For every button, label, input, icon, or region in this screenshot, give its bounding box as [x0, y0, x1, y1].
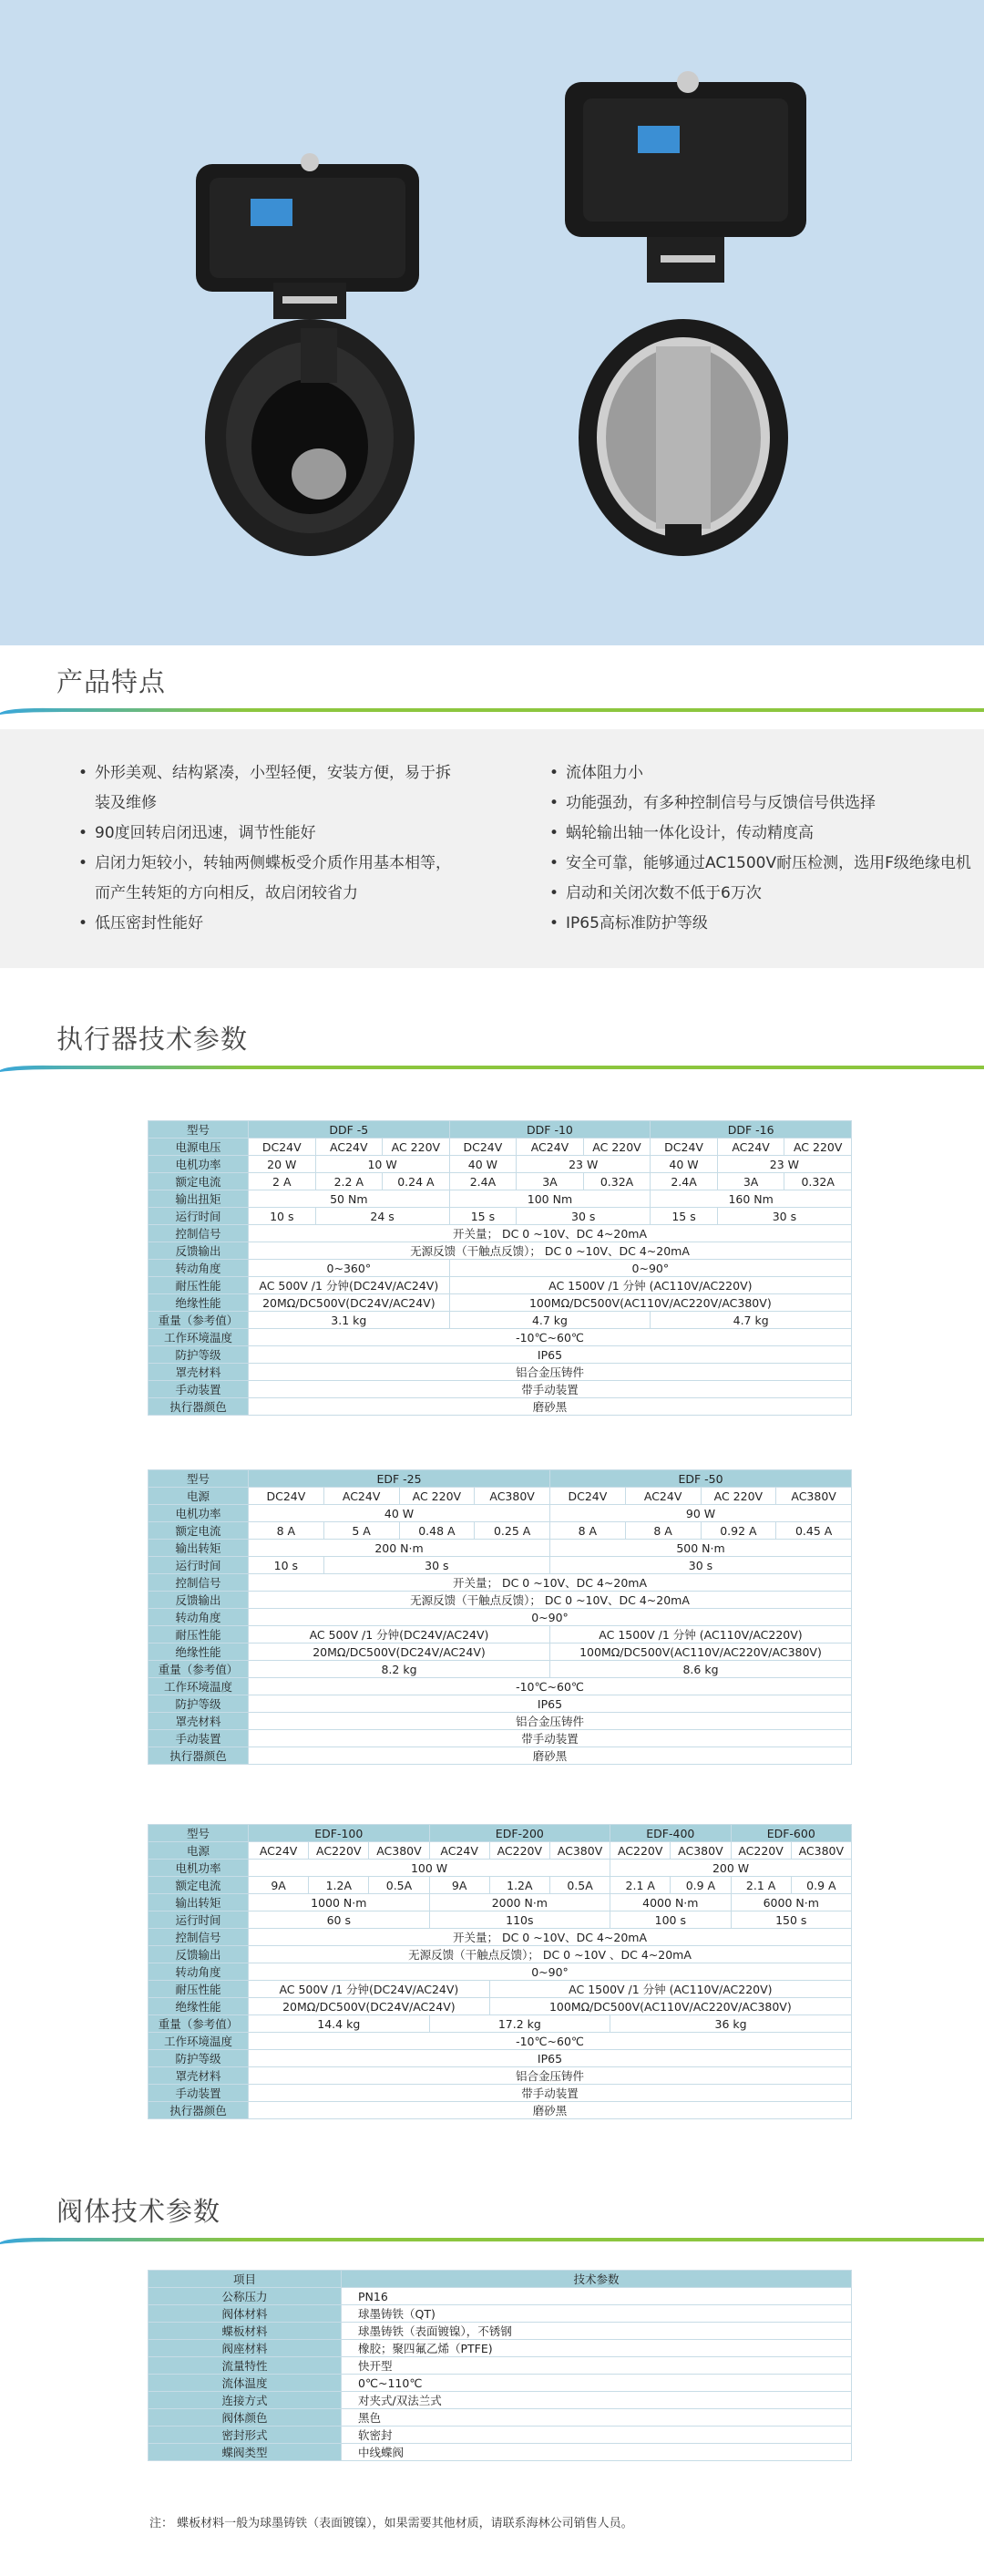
row-label: 重量（参考值）	[149, 1661, 249, 1678]
row-label: 绝缘性能	[149, 1643, 249, 1661]
cell: 开关量； DC 0 ~10V、DC 4~20mA	[249, 1225, 852, 1242]
row-label: 罩壳材料	[149, 2067, 249, 2085]
row-label: 流体温度	[149, 2375, 342, 2392]
model-name: EDF-400	[610, 1825, 731, 1842]
cell: AC 500V /1 分钟(DC24V/AC24V)	[249, 1277, 450, 1294]
row-label: 型号	[149, 1121, 249, 1139]
cell: 0~90°	[249, 1963, 852, 1981]
row-label: 运行时间	[149, 1557, 249, 1574]
cell: AC24V	[323, 1488, 399, 1505]
cell: 100MΩ/DC500V(AC110V/AC220V/AC380V)	[489, 1998, 851, 2015]
row-label: 执行器颜色	[149, 2102, 249, 2119]
feature-item: • 流体阻力小	[549, 758, 978, 788]
cell: AC24V	[429, 1842, 489, 1860]
cell: 30 s	[323, 1557, 549, 1574]
cell: 160 Nm	[651, 1190, 852, 1208]
row-label: 重量（参考值）	[149, 1312, 249, 1329]
cell: 23 W	[517, 1156, 651, 1173]
cell: 100 Nm	[449, 1190, 651, 1208]
feature-item: • 安全可靠，能够通过AC1500V耐压检测，选用F级绝缘电机	[549, 849, 978, 879]
header-cell: 项目	[149, 2271, 342, 2288]
cell: IP65	[249, 1346, 852, 1364]
cell: AC 220V	[784, 1139, 852, 1156]
row-label: 反馈输出	[149, 1592, 249, 1609]
cell: 36 kg	[610, 2015, 852, 2033]
cell: IP65	[249, 2050, 852, 2067]
row-label: 控制信号	[149, 1929, 249, 1946]
row-label: 防护等级	[149, 1346, 249, 1364]
feature-item: • 外形美观、结构紧凑，小型轻便，安装方便，易于拆	[78, 758, 479, 788]
cell: 100 s	[610, 1911, 731, 1929]
cell: AC380V	[791, 1842, 851, 1860]
cell: 4000 N·m	[610, 1894, 731, 1911]
cell: 0.48 A	[399, 1522, 475, 1540]
cell: 2 A	[249, 1173, 316, 1190]
cell: 500 N·m	[550, 1540, 852, 1557]
actuator-spec-table-ddf	[148, 1120, 852, 1416]
row-label: 罩壳材料	[149, 1713, 249, 1730]
row-label: 型号	[149, 1825, 249, 1842]
cell: 开关量； DC 0 ~10V、DC 4~20mA	[249, 1929, 852, 1946]
row-label: 耐压性能	[149, 1277, 249, 1294]
cell: AC 220V	[583, 1139, 651, 1156]
feature-item: • 90度回转启闭迅速，调节性能好	[78, 819, 479, 849]
cell: 0.92 A	[701, 1522, 776, 1540]
cell: 150 s	[731, 1911, 852, 1929]
cell: 40 W	[249, 1505, 550, 1522]
header-cell: 技术参数	[342, 2271, 852, 2288]
cell: 100MΩ/DC500V(AC110V/AC220V/AC380V)	[449, 1294, 851, 1312]
wafer-valve-right	[565, 71, 806, 556]
cell: 20MΩ/DC500V(DC24V/AC24V)	[249, 1294, 450, 1312]
model-name: EDF-200	[429, 1825, 610, 1842]
cell: 铝合金压铸件	[249, 1713, 852, 1730]
cell: 0.5A	[369, 1877, 429, 1894]
cell: 0.25 A	[475, 1522, 550, 1540]
cell: 200 N·m	[249, 1540, 550, 1557]
row-label: 蝶阀类型	[149, 2444, 342, 2461]
cell: 1.2A	[309, 1877, 369, 1894]
cell: 40 W	[651, 1156, 718, 1173]
cell: 8 A	[249, 1522, 324, 1540]
cell: AC220V	[731, 1842, 791, 1860]
cell: 30 s	[550, 1557, 852, 1574]
cell: 30 s	[717, 1208, 851, 1225]
cell: AC24V	[625, 1488, 701, 1505]
row-label: 手动装置	[149, 2085, 249, 2102]
cell: DC24V	[249, 1139, 316, 1156]
valve-body-spec-table	[148, 2270, 852, 2461]
cell: AC24V	[249, 1842, 309, 1860]
cell: 23 W	[717, 1156, 851, 1173]
features-right-list	[549, 758, 978, 939]
cell: 3.1 kg	[249, 1312, 450, 1329]
row-label: 额定电流	[149, 1522, 249, 1540]
cell: 磨砂黑	[249, 2102, 852, 2119]
row-label: 重量（参考值）	[149, 2015, 249, 2033]
cell: 10 s	[249, 1208, 316, 1225]
section-divider	[0, 2237, 984, 2244]
row-label: 执行器颜色	[149, 1398, 249, 1416]
row-label: 蝶板材料	[149, 2323, 342, 2340]
row-label: 公称压力	[149, 2288, 342, 2305]
cell: AC220V	[610, 1842, 671, 1860]
cell: 铝合金压铸件	[249, 2067, 852, 2085]
cell: DC24V	[550, 1488, 626, 1505]
cell: AC 1500V /1 分钟 (AC110V/AC220V)	[489, 1981, 851, 1998]
row-label: 密封形式	[149, 2427, 342, 2444]
cell: 带手动装置	[249, 1730, 852, 1747]
feature-item: • 功能强劲，有多种控制信号与反馈信号供选择	[549, 788, 978, 819]
cell: AC220V	[309, 1842, 369, 1860]
row-label: 转动角度	[149, 1963, 249, 1981]
cell: 磨砂黑	[249, 1398, 852, 1416]
cell: 0.9 A	[791, 1877, 851, 1894]
cell: 4.7 kg	[449, 1312, 651, 1329]
product-hero-image	[0, 0, 984, 645]
butterfly-valve-illustration	[0, 0, 984, 645]
cell: 5 A	[323, 1522, 399, 1540]
cell: DC24V	[651, 1139, 718, 1156]
cell: 8 A	[550, 1522, 626, 1540]
cell: 200 W	[610, 1860, 852, 1877]
cell: 9A	[249, 1877, 309, 1894]
cell: 磨砂黑	[249, 1747, 852, 1765]
cell: 2000 N·m	[429, 1894, 610, 1911]
cell: 铝合金压铸件	[249, 1364, 852, 1381]
row-label: 执行器颜色	[149, 1747, 249, 1765]
model-name: EDF -50	[550, 1470, 852, 1488]
flanged-valve-left	[196, 153, 419, 556]
cell: PN16	[342, 2288, 852, 2305]
cell: AC 1500V /1 分钟 (AC110V/AC220V)	[550, 1626, 852, 1643]
cell: 0.45 A	[776, 1522, 852, 1540]
cell: AC380V	[776, 1488, 852, 1505]
cell: 0.5A	[549, 1877, 610, 1894]
model-name: DDF -5	[249, 1121, 450, 1139]
row-label: 流量特性	[149, 2357, 342, 2375]
feature-item: • 启闭力矩较小，转轴两侧蝶板受介质作用基本相等，	[78, 849, 479, 879]
cell: 15 s	[449, 1208, 517, 1225]
row-label: 电源电压	[149, 1139, 249, 1156]
cell: 15 s	[651, 1208, 718, 1225]
cell: 14.4 kg	[249, 2015, 430, 2033]
features-panel	[0, 729, 984, 968]
row-label: 电源	[149, 1842, 249, 1860]
row-label: 转动角度	[149, 1260, 249, 1277]
cell: IP65	[249, 1695, 852, 1713]
cell: AC 500V /1 分钟(DC24V/AC24V)	[249, 1981, 490, 1998]
cell: -10℃~60℃	[249, 1329, 852, 1346]
section-divider	[0, 1065, 984, 1072]
row-label: 电机功率	[149, 1156, 249, 1173]
row-label: 电机功率	[149, 1860, 249, 1877]
cell: 20MΩ/DC500V(DC24V/AC24V)	[249, 1643, 550, 1661]
cell: 球墨铸铁（表面镀镍），不锈钢	[342, 2323, 852, 2340]
cell: 90 W	[550, 1505, 852, 1522]
row-label: 控制信号	[149, 1225, 249, 1242]
cell: DC24V	[249, 1488, 324, 1505]
cell: 对夹式/双法兰式	[342, 2392, 852, 2409]
cell: AC380V	[369, 1842, 429, 1860]
cell: 带手动装置	[249, 2085, 852, 2102]
cell: 球墨铸铁（QT)	[342, 2305, 852, 2323]
cell: 0~90°	[249, 1609, 852, 1626]
cell: 开关量； DC 0 ~10V、DC 4~20mA	[249, 1574, 852, 1592]
cell: AC24V	[717, 1139, 784, 1156]
row-label: 绝缘性能	[149, 1998, 249, 2015]
cell: 2.2 A	[315, 1173, 383, 1190]
cell: 0~90°	[449, 1260, 851, 1277]
row-label: 防护等级	[149, 1695, 249, 1713]
row-label: 运行时间	[149, 1911, 249, 1929]
cell: 100 W	[249, 1860, 610, 1877]
feature-item: • 低压密封性能好	[78, 909, 479, 939]
cell: 黑色	[342, 2409, 852, 2427]
cell: 3A	[717, 1173, 784, 1190]
cell: 无源反馈（干触点反馈）； DC 0 ~10V、DC 4~20mA	[249, 1592, 852, 1609]
section-divider	[0, 707, 984, 715]
cell: 0.32A	[784, 1173, 852, 1190]
cell: AC380V	[671, 1842, 731, 1860]
row-label: 手动装置	[149, 1381, 249, 1398]
cell: DC24V	[449, 1139, 517, 1156]
cell: 50 Nm	[249, 1190, 450, 1208]
cell: -10℃~60℃	[249, 1678, 852, 1695]
cell: 60 s	[249, 1911, 430, 1929]
cell: 软密封	[342, 2427, 852, 2444]
features-left-list	[78, 758, 479, 939]
cell: 20 W	[249, 1156, 316, 1173]
cell: 橡胶；聚四氟乙烯（PTFE)	[342, 2340, 852, 2357]
row-label: 绝缘性能	[149, 1294, 249, 1312]
cell: 1.2A	[489, 1877, 549, 1894]
cell: AC24V	[517, 1139, 584, 1156]
cell: 2.4A	[449, 1173, 517, 1190]
row-label: 阀体材料	[149, 2305, 342, 2323]
cell: 快开型	[342, 2357, 852, 2375]
row-label: 防护等级	[149, 2050, 249, 2067]
feature-item-continued: 装及维修	[95, 794, 157, 812]
row-label: 耐压性能	[149, 1626, 249, 1643]
cell: 0℃~110℃	[342, 2375, 852, 2392]
cell: AC24V	[315, 1139, 383, 1156]
row-label: 反馈输出	[149, 1242, 249, 1260]
cell: 无源反馈（干触点反馈）； DC 0 ~10V、DC 4~20mA	[249, 1242, 852, 1260]
row-label: 输出转矩	[149, 1540, 249, 1557]
row-label: 电机功率	[149, 1505, 249, 1522]
cell: 8.2 kg	[249, 1661, 550, 1678]
model-name: EDF-600	[731, 1825, 852, 1842]
row-label: 额定电流	[149, 1173, 249, 1190]
row-label: 额定电流	[149, 1877, 249, 1894]
feature-item: • 蜗轮输出轴一体化设计，传动精度高	[549, 819, 978, 849]
cell: 4.7 kg	[651, 1312, 852, 1329]
row-label: 耐压性能	[149, 1981, 249, 1998]
cell: 0.24 A	[383, 1173, 450, 1190]
cell: 0~360°	[249, 1260, 450, 1277]
actuator-spec-table-edf-small	[148, 1469, 852, 1765]
cell: 9A	[429, 1877, 489, 1894]
cell: AC 1500V /1 分钟 (AC110V/AC220V)	[449, 1277, 851, 1294]
section-features-title	[0, 662, 984, 720]
footnote: 注： 蝶板材料一般为球墨铸铁（表面镀镍），如果需要其他材质，请联系海林公司销售人员。	[149, 2517, 633, 2530]
feature-item: • 启动和关闭次数不低于6万次	[549, 879, 978, 909]
row-label: 阀座材料	[149, 2340, 342, 2357]
model-name: DDF -16	[651, 1121, 852, 1139]
row-label: 阀体颜色	[149, 2409, 342, 2427]
section-valve-title	[0, 2191, 984, 2250]
cell: 8.6 kg	[550, 1661, 852, 1678]
row-label: 输出扭矩	[149, 1190, 249, 1208]
row-label: 型号	[149, 1470, 249, 1488]
cell: AC 220V	[399, 1488, 475, 1505]
section-title-text: 执行器技术参数	[56, 1024, 249, 1055]
cell: 2.1 A	[610, 1877, 671, 1894]
row-label: 连接方式	[149, 2392, 342, 2409]
row-label: 工作环境温度	[149, 1329, 249, 1346]
section-title-text: 阀体技术参数	[56, 2196, 221, 2227]
cell: 20MΩ/DC500V(DC24V/AC24V)	[249, 1998, 490, 2015]
cell: 3A	[517, 1173, 584, 1190]
cell: AC220V	[489, 1842, 549, 1860]
cell: 1000 N·m	[249, 1894, 430, 1911]
row-label: 反馈输出	[149, 1946, 249, 1963]
cell: 17.2 kg	[429, 2015, 610, 2033]
row-label: 工作环境温度	[149, 1678, 249, 1695]
feature-item-continued: 而产生转矩的方向相反，故启闭较省力	[95, 884, 358, 902]
section-title-text: 产品特点	[56, 666, 167, 697]
cell: 带手动装置	[249, 1381, 852, 1398]
model-name: DDF -10	[449, 1121, 651, 1139]
actuator-spec-table-edf-large	[148, 1824, 852, 2119]
cell: AC 500V /1 分钟(DC24V/AC24V)	[249, 1626, 550, 1643]
cell: AC 220V	[383, 1139, 450, 1156]
cell: 6000 N·m	[731, 1894, 852, 1911]
cell: -10℃~60℃	[249, 2033, 852, 2050]
model-name: EDF-100	[249, 1825, 430, 1842]
cell: 30 s	[517, 1208, 651, 1225]
row-label: 工作环境温度	[149, 2033, 249, 2050]
cell: 0.32A	[583, 1173, 651, 1190]
cell: 10 s	[249, 1557, 324, 1574]
row-label: 转动角度	[149, 1609, 249, 1626]
cell: 2.4A	[651, 1173, 718, 1190]
cell: AC 220V	[701, 1488, 776, 1505]
row-label: 罩壳材料	[149, 1364, 249, 1381]
cell: 0.9 A	[671, 1877, 731, 1894]
cell: 中线蝶阀	[342, 2444, 852, 2461]
cell: 10 W	[315, 1156, 449, 1173]
row-label: 电源	[149, 1488, 249, 1505]
row-label: 运行时间	[149, 1208, 249, 1225]
cell: AC380V	[475, 1488, 550, 1505]
section-actuator-title	[0, 1019, 984, 1077]
row-label: 手动装置	[149, 1730, 249, 1747]
cell: 8 A	[625, 1522, 701, 1540]
row-label: 输出转矩	[149, 1894, 249, 1911]
cell: 24 s	[315, 1208, 449, 1225]
model-name: EDF -25	[249, 1470, 550, 1488]
cell: AC380V	[549, 1842, 610, 1860]
cell: 无源反馈（干触点反馈）； DC 0 ~10V 、DC 4~20mA	[249, 1946, 852, 1963]
cell: 2.1 A	[731, 1877, 791, 1894]
row-label: 控制信号	[149, 1574, 249, 1592]
cell: 40 W	[449, 1156, 517, 1173]
cell: 100MΩ/DC500V(AC110V/AC220V/AC380V)	[550, 1643, 852, 1661]
cell: 110s	[429, 1911, 610, 1929]
feature-item: • IP65高标准防护等级	[549, 909, 978, 939]
